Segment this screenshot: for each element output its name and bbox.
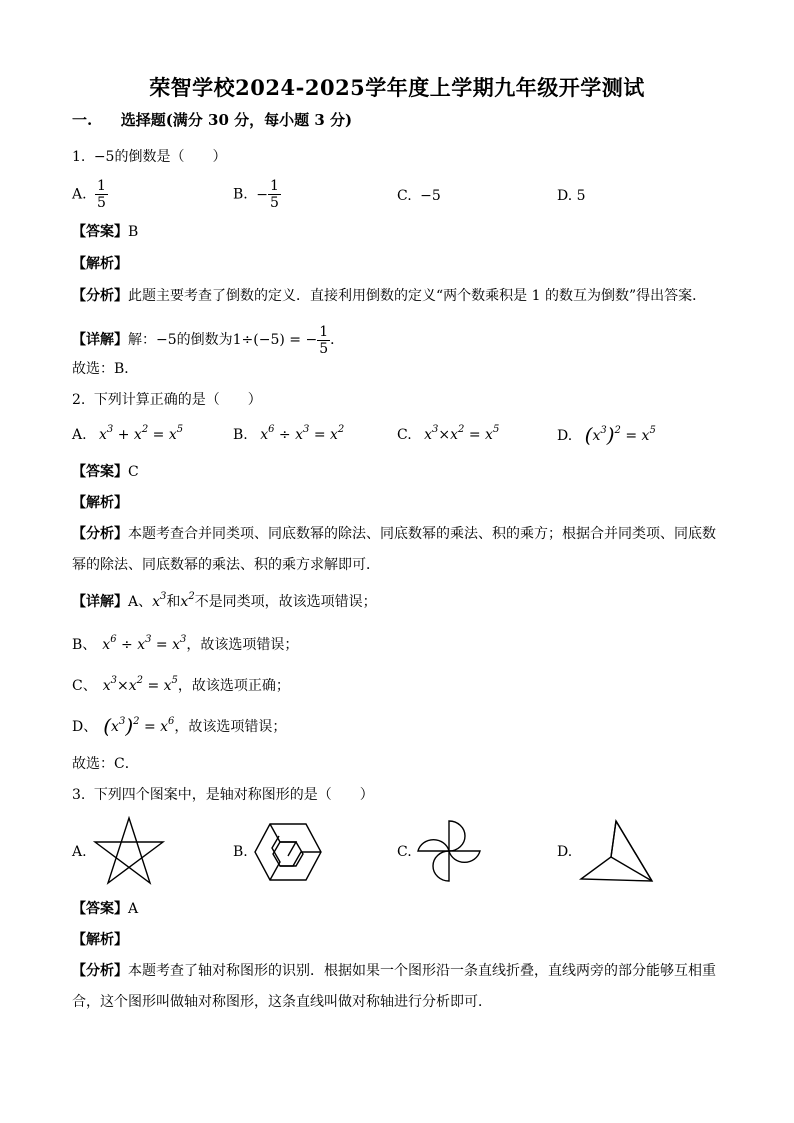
question-1-stem <box>72 147 226 167</box>
fenxi-tag: 【分析】 <box>72 526 128 542</box>
item-text: 不是同类项，故该选项错误； <box>194 594 377 610</box>
fenxi-line <box>72 524 716 544</box>
choose-line: 故选：C． <box>72 756 139 772</box>
xiangjie-tag: 【详解】 <box>72 594 128 610</box>
item-prefix: A、 <box>128 594 153 610</box>
fenxi-line <box>72 286 706 306</box>
item-prefix: D、 <box>72 719 98 735</box>
fenxi-text: 本题考查合并同类项、同底数幂的除法、同底数幂的乘法、积的乘方；根据合并同类项、同底数 <box>128 526 716 542</box>
question-number: 1. <box>72 149 86 165</box>
option-b-label: B. <box>233 844 248 860</box>
numerator: 1 <box>269 178 279 194</box>
choose-line: 故选：B． <box>72 361 139 377</box>
fraction <box>95 178 108 211</box>
answer-tag: 【答案】 <box>72 901 128 917</box>
option-label: D. <box>557 428 573 444</box>
question-3-stem <box>72 785 374 805</box>
option-label: B. <box>233 427 248 443</box>
answer-line <box>72 462 139 482</box>
xiangjie-line-a <box>72 592 377 612</box>
option-label: C. <box>397 427 412 443</box>
option-label: D. <box>557 188 573 204</box>
denominator: 5 <box>97 195 106 211</box>
option-c-label: C. <box>397 844 412 860</box>
question-number: 3. <box>72 787 86 803</box>
answer-value: B <box>128 224 139 240</box>
math-expression: $(x^3)^2 = x^6$ <box>103 714 175 738</box>
option-a <box>72 178 108 211</box>
xiangjie-line-b <box>72 635 298 655</box>
section-number: 一. <box>72 111 93 129</box>
xiangjie-prefix: 解： <box>128 332 156 348</box>
xiangjie-line-d <box>72 716 286 737</box>
option-d <box>557 186 586 206</box>
period: ． <box>330 332 345 348</box>
fraction <box>268 178 281 211</box>
option-label: A. <box>72 427 87 443</box>
answer-value: C <box>128 464 139 480</box>
math-expression: −5 <box>156 332 177 348</box>
interlocking-hexagon-figure <box>253 822 323 882</box>
denominator: 5 <box>269 195 279 211</box>
xiangjie-text: 的倒数为 <box>176 332 233 348</box>
denominator: 5 <box>319 340 329 357</box>
option-c <box>397 186 441 206</box>
analysis-heading <box>72 254 128 274</box>
triangle-star-figure <box>578 819 654 883</box>
option-c <box>397 425 499 445</box>
page-title: 荣智学校2024-2025学年度上学期九年级开学测试 <box>149 75 645 100</box>
fenxi-tag: 【分析】 <box>72 963 128 979</box>
answer-line <box>72 899 138 919</box>
answer-tag: 【答案】 <box>72 224 128 240</box>
option-b <box>233 425 344 445</box>
option-a-label: A. <box>72 844 87 860</box>
math-expression: $x^3\times x^2 = x^5$ <box>102 675 178 694</box>
numerator: 1 <box>97 178 106 194</box>
answer-tag: 【答案】 <box>72 464 128 480</box>
pinwheel-figure <box>416 819 482 883</box>
minus-sign: − <box>256 186 268 203</box>
question-text: 下列计算正确的是（ ） <box>93 392 262 408</box>
math-expression: $(x^3)^2 = x^5$ <box>584 423 656 447</box>
fenxi-text: 本题考查了轴对称图形的识别．根据如果一个图形沿一条直线折叠，直线两旁的部分能够互相重 <box>128 963 716 979</box>
option-value: −5 <box>420 188 441 204</box>
analysis-tag: 【解析】 <box>72 256 128 272</box>
question-text: 下列四个图案中，是轴对称图形的是（ ） <box>93 787 374 803</box>
item-text: ，故该选项错误； <box>186 637 299 653</box>
fraction <box>317 324 330 357</box>
section-label: 选择题(满分 30 分，每小题 3 分) <box>120 111 353 129</box>
math-expression: $x^6 \div x^3 = x^3$ <box>102 634 187 653</box>
option-label: C. <box>397 188 412 204</box>
xiangjie-tag: 【详解】 <box>72 332 128 348</box>
question-text: 的倒数是（ ） <box>114 149 227 165</box>
fenxi-line <box>72 961 716 981</box>
option-b <box>233 178 281 211</box>
item-text: ，故该选项错误； <box>174 719 287 735</box>
math-expression: $x^3$ <box>152 591 167 610</box>
section-heading <box>72 110 352 130</box>
analysis-heading <box>72 493 128 513</box>
option-label: B. <box>233 186 248 203</box>
fenxi-text: 此题主要考查了倒数的定义．直接利用倒数的定义“两个数乘积是 1 的数互为倒数”得出答案． <box>128 288 707 304</box>
question-2-stem <box>72 390 262 410</box>
fenxi-line-2: 幂的除法、同底数幂的乘法、积的乘方求解即可． <box>72 557 380 573</box>
fenxi-tag: 【分析】 <box>72 288 128 304</box>
xiangjie-line-c <box>72 676 290 696</box>
option-d <box>557 425 656 446</box>
item-text: ，故该选项正确； <box>177 678 290 694</box>
option-d-label: D. <box>557 844 573 860</box>
item-prefix: C、 <box>72 678 97 694</box>
analysis-tag: 【解析】 <box>72 495 128 511</box>
option-value: 5 <box>576 188 586 204</box>
star-figure <box>92 816 166 886</box>
math-expression: $x^3 + x^2 = x^5$ <box>99 424 184 443</box>
math-expression: 1÷(−5) = − <box>232 332 318 348</box>
answer-line <box>72 222 138 242</box>
fenxi-line-2: 合，这个图形叫做轴对称图形，这条直线叫做对称轴进行分析即可． <box>72 994 492 1010</box>
option-label: A. <box>72 186 87 203</box>
answer-value: A <box>128 901 139 917</box>
math-expression: $x^3\times x^2 = x^5$ <box>424 424 500 443</box>
math-expression: $x^6 \div x^3 = x^2$ <box>260 424 345 443</box>
math-expression: −5 <box>93 149 115 165</box>
question-number: 2. <box>72 392 86 408</box>
xiangjie-line <box>72 318 344 362</box>
analysis-heading <box>72 930 128 950</box>
analysis-tag: 【解析】 <box>72 932 128 948</box>
conjunction: 和 <box>166 594 181 610</box>
option-a <box>72 425 183 445</box>
item-prefix: B、 <box>72 637 97 653</box>
math-expression: $x^2$ <box>180 591 195 610</box>
numerator: 1 <box>319 323 329 340</box>
